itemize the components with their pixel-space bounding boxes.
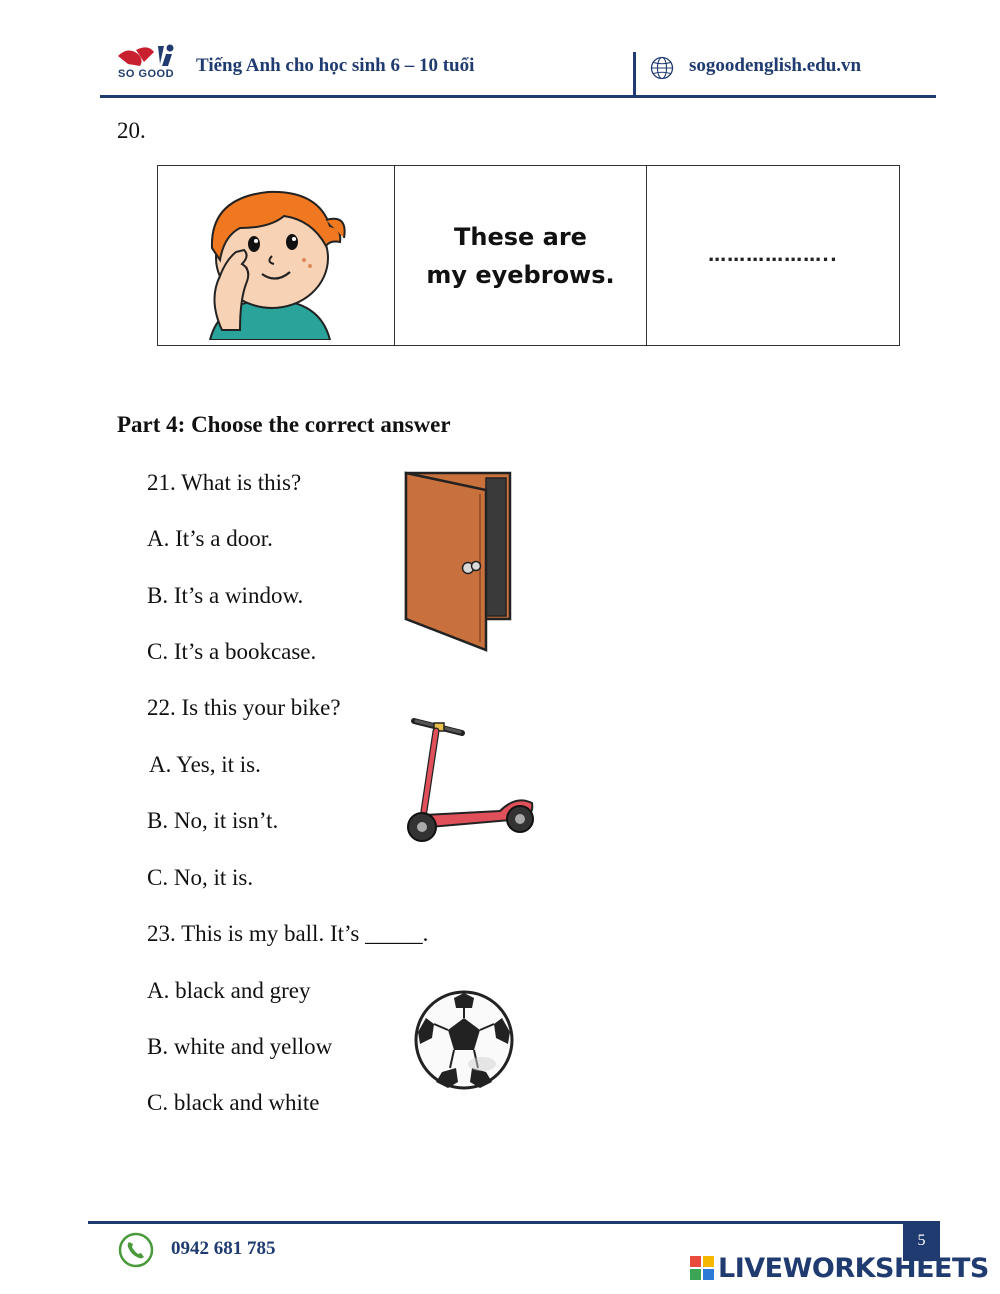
door-image [400,470,516,654]
q20-sentence [426,218,614,294]
q23-question: 23. This is my ball. It’s _____. [147,921,429,946]
header-rule [100,95,936,98]
q20-answer-blank[interactable]: ……………….. [708,245,838,266]
q22-option-a[interactable]: A. Yes, it is. [149,752,261,777]
question-20-table [157,165,900,346]
globe-icon [650,56,674,80]
footer-phone: 0942 681 785 [171,1238,276,1259]
q20-sentence-line1: These are [454,222,587,251]
liveworksheets-wordmark: LIVEWORKSHEETS [718,1252,989,1284]
q23-option-c[interactable]: C. black and white [147,1090,320,1115]
q20-picture-cell [158,166,395,345]
so-good-logo [114,42,180,88]
footer-rule [88,1221,940,1224]
q21-option-a[interactable]: A. It’s a door. [147,526,273,551]
header-website: sogoodenglish.edu.vn [689,55,862,76]
q22-option-b[interactable]: B. No, it isn’t. [147,808,279,833]
liveworksheets-mark-icon [690,1256,714,1280]
q23-option-a[interactable]: A. black and grey [147,978,311,1003]
phone-icon [118,1232,154,1268]
question-20-number: 20. [117,118,146,143]
scooter-image [400,715,540,847]
q20-answer-cell[interactable] [647,166,899,345]
page-number: 5 [903,1221,940,1261]
q20-sentence-line2: my eyebrows. [426,260,615,289]
q21-question: 21. What is this? [147,470,302,495]
q21-option-b[interactable]: B. It’s a window. [147,583,304,608]
q22-option-c[interactable]: C. No, it is. [147,865,254,890]
soccer-ball-image [412,988,516,1092]
q21-option-c[interactable]: C. It’s a bookcase. [147,639,317,664]
header-divider [633,52,636,98]
part4-heading: Part 4: Choose the correct answer [117,412,451,437]
liveworksheets-logo [690,1252,989,1284]
header-title: Tiếng Anh cho học sinh 6 – 10 tuổi [196,55,475,76]
boy-touching-eyebrow-image [180,180,350,340]
q22-question: 22. Is this your bike? [147,695,341,720]
q20-sentence-cell [395,166,647,345]
logo-text: SO GOOD [118,68,175,80]
q23-option-b[interactable]: B. white and yellow [147,1034,333,1059]
